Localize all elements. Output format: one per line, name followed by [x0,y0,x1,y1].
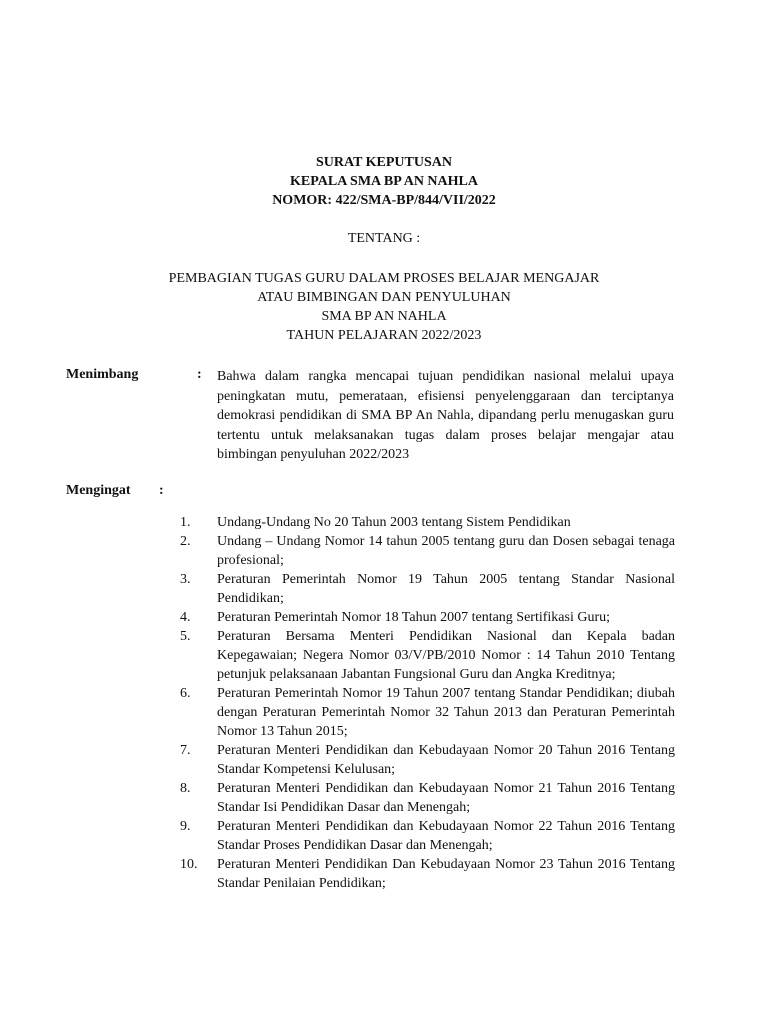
decree-subject [0,269,768,345]
list-item-text: Peraturan Menteri Pendidikan dan Kebudayaan Nomor 20 Tahun 2016 Tentang Standar Kompetensi Kelulusan; [217,743,675,777]
list-item [180,684,675,741]
list-item-text: Undang – Undang Nomor 14 tahun 2005 tentang guru dan Dosen sebagai tenaga profesional; [217,534,675,568]
title-line-2: KEPALA SMA BP AN NAHLA [290,174,478,189]
subject-line-2: ATAU BIMBINGAN DAN PENYULUHAN [257,290,511,305]
list-item [180,741,675,779]
list-item [180,608,675,627]
list-item-text: Peraturan Pemerintah Nomor 18 Tahun 2007 tentang Sertifikasi Guru; [217,610,611,625]
list-item-number: 5. [180,629,191,644]
document-title-block [0,153,768,248]
decree-number: NOMOR: 422/SMA-BP/844/VII/2022 [272,193,496,208]
list-item [180,532,675,570]
mengingat-colon: : [159,483,164,498]
list-item-text: Peraturan Bersama Menteri Pendidikan Nasional dan Kepala badan Kepegawaian; Negera Nomor 03/V/PB/2010 Nomor : 14 Tahun 2010 Tentang petunjuk pelaksanaan Jabantan Fungsional Guru dan Angka Kreditnya; [217,629,675,682]
list-item [180,855,675,893]
title-line-1: SURAT KEPUTUSAN [315,155,452,170]
list-item-number: 6. [180,686,191,701]
list-item [180,627,675,684]
list-item-text: Peraturan Pemerintah Nomor 19 Tahun 2005 tentang Standar Nasional Pendidikan; [217,572,675,606]
list-item-number: 9. [180,819,191,834]
list-item-number: 3. [180,572,191,587]
tentang-heading: TENTANG : [347,231,421,246]
subject-line-3: SMA BP AN NAHLA [321,309,447,324]
menimbang-label: Menimbang [66,367,139,382]
list-item-number: 1. [180,515,191,530]
list-item [180,570,675,608]
list-item [180,513,675,532]
mengingat-list [180,513,675,893]
menimbang-text: Bahwa dalam rangka mencapai tujuan pendidikan nasional melalui upaya peningkatan mutu, pemerataan, efisiensi penyelenggaraan dan terciptanya demokrasi pendidikan di SMA BP An Nahla, dipandang perlu menugaskan guru tertentu untuk melaksanakan tugas dalam proses belajar mengajar atau bimbingan penyuluhan 2022/2023 [217,369,674,462]
mengingat-label: Mengingat [66,483,131,498]
list-item-number: 2. [180,534,191,549]
list-item-number: 10. [180,857,198,872]
list-item [180,779,675,817]
list-item-number: 4. [180,610,191,625]
subject-line-1: PEMBAGIAN TUGAS GURU DALAM PROSES BELAJAR MENGAJAR [168,271,600,286]
list-item [180,817,675,855]
list-item-text: Peraturan Menteri Pendidikan dan Kebudayaan Nomor 21 Tahun 2016 Tentang Standar Isi Pendidikan Dasar dan Menengah; [217,781,675,815]
list-item-number: 8. [180,781,191,796]
list-item-text: Peraturan Menteri Pendidikan dan Kebudayaan Nomor 22 Tahun 2016 Tentang Standar Proses Pendidikan Dasar dan Menengah; [217,819,675,853]
list-item-text: Undang-Undang No 20 Tahun 2003 tentang Sistem Pendidikan [217,515,571,530]
menimbang-colon: : [197,367,202,382]
list-item-text: Peraturan Menteri Pendidikan Dan Kebudayaan Nomor 23 Tahun 2016 Tentang Standar Penilaian Pendidikan; [217,857,675,891]
list-item-text: Peraturan Pemerintah Nomor 19 Tahun 2007 tentang Standar Pendidikan; diubah dengan Peraturan Pemerintah Nomor 32 Tahun 2013 dan Peraturan Pemerintah Nomor 13 Tahun 2015; [217,686,675,739]
list-item-number: 7. [180,743,191,758]
subject-line-4: TAHUN PELAJARAN 2022/2023 [286,328,482,343]
